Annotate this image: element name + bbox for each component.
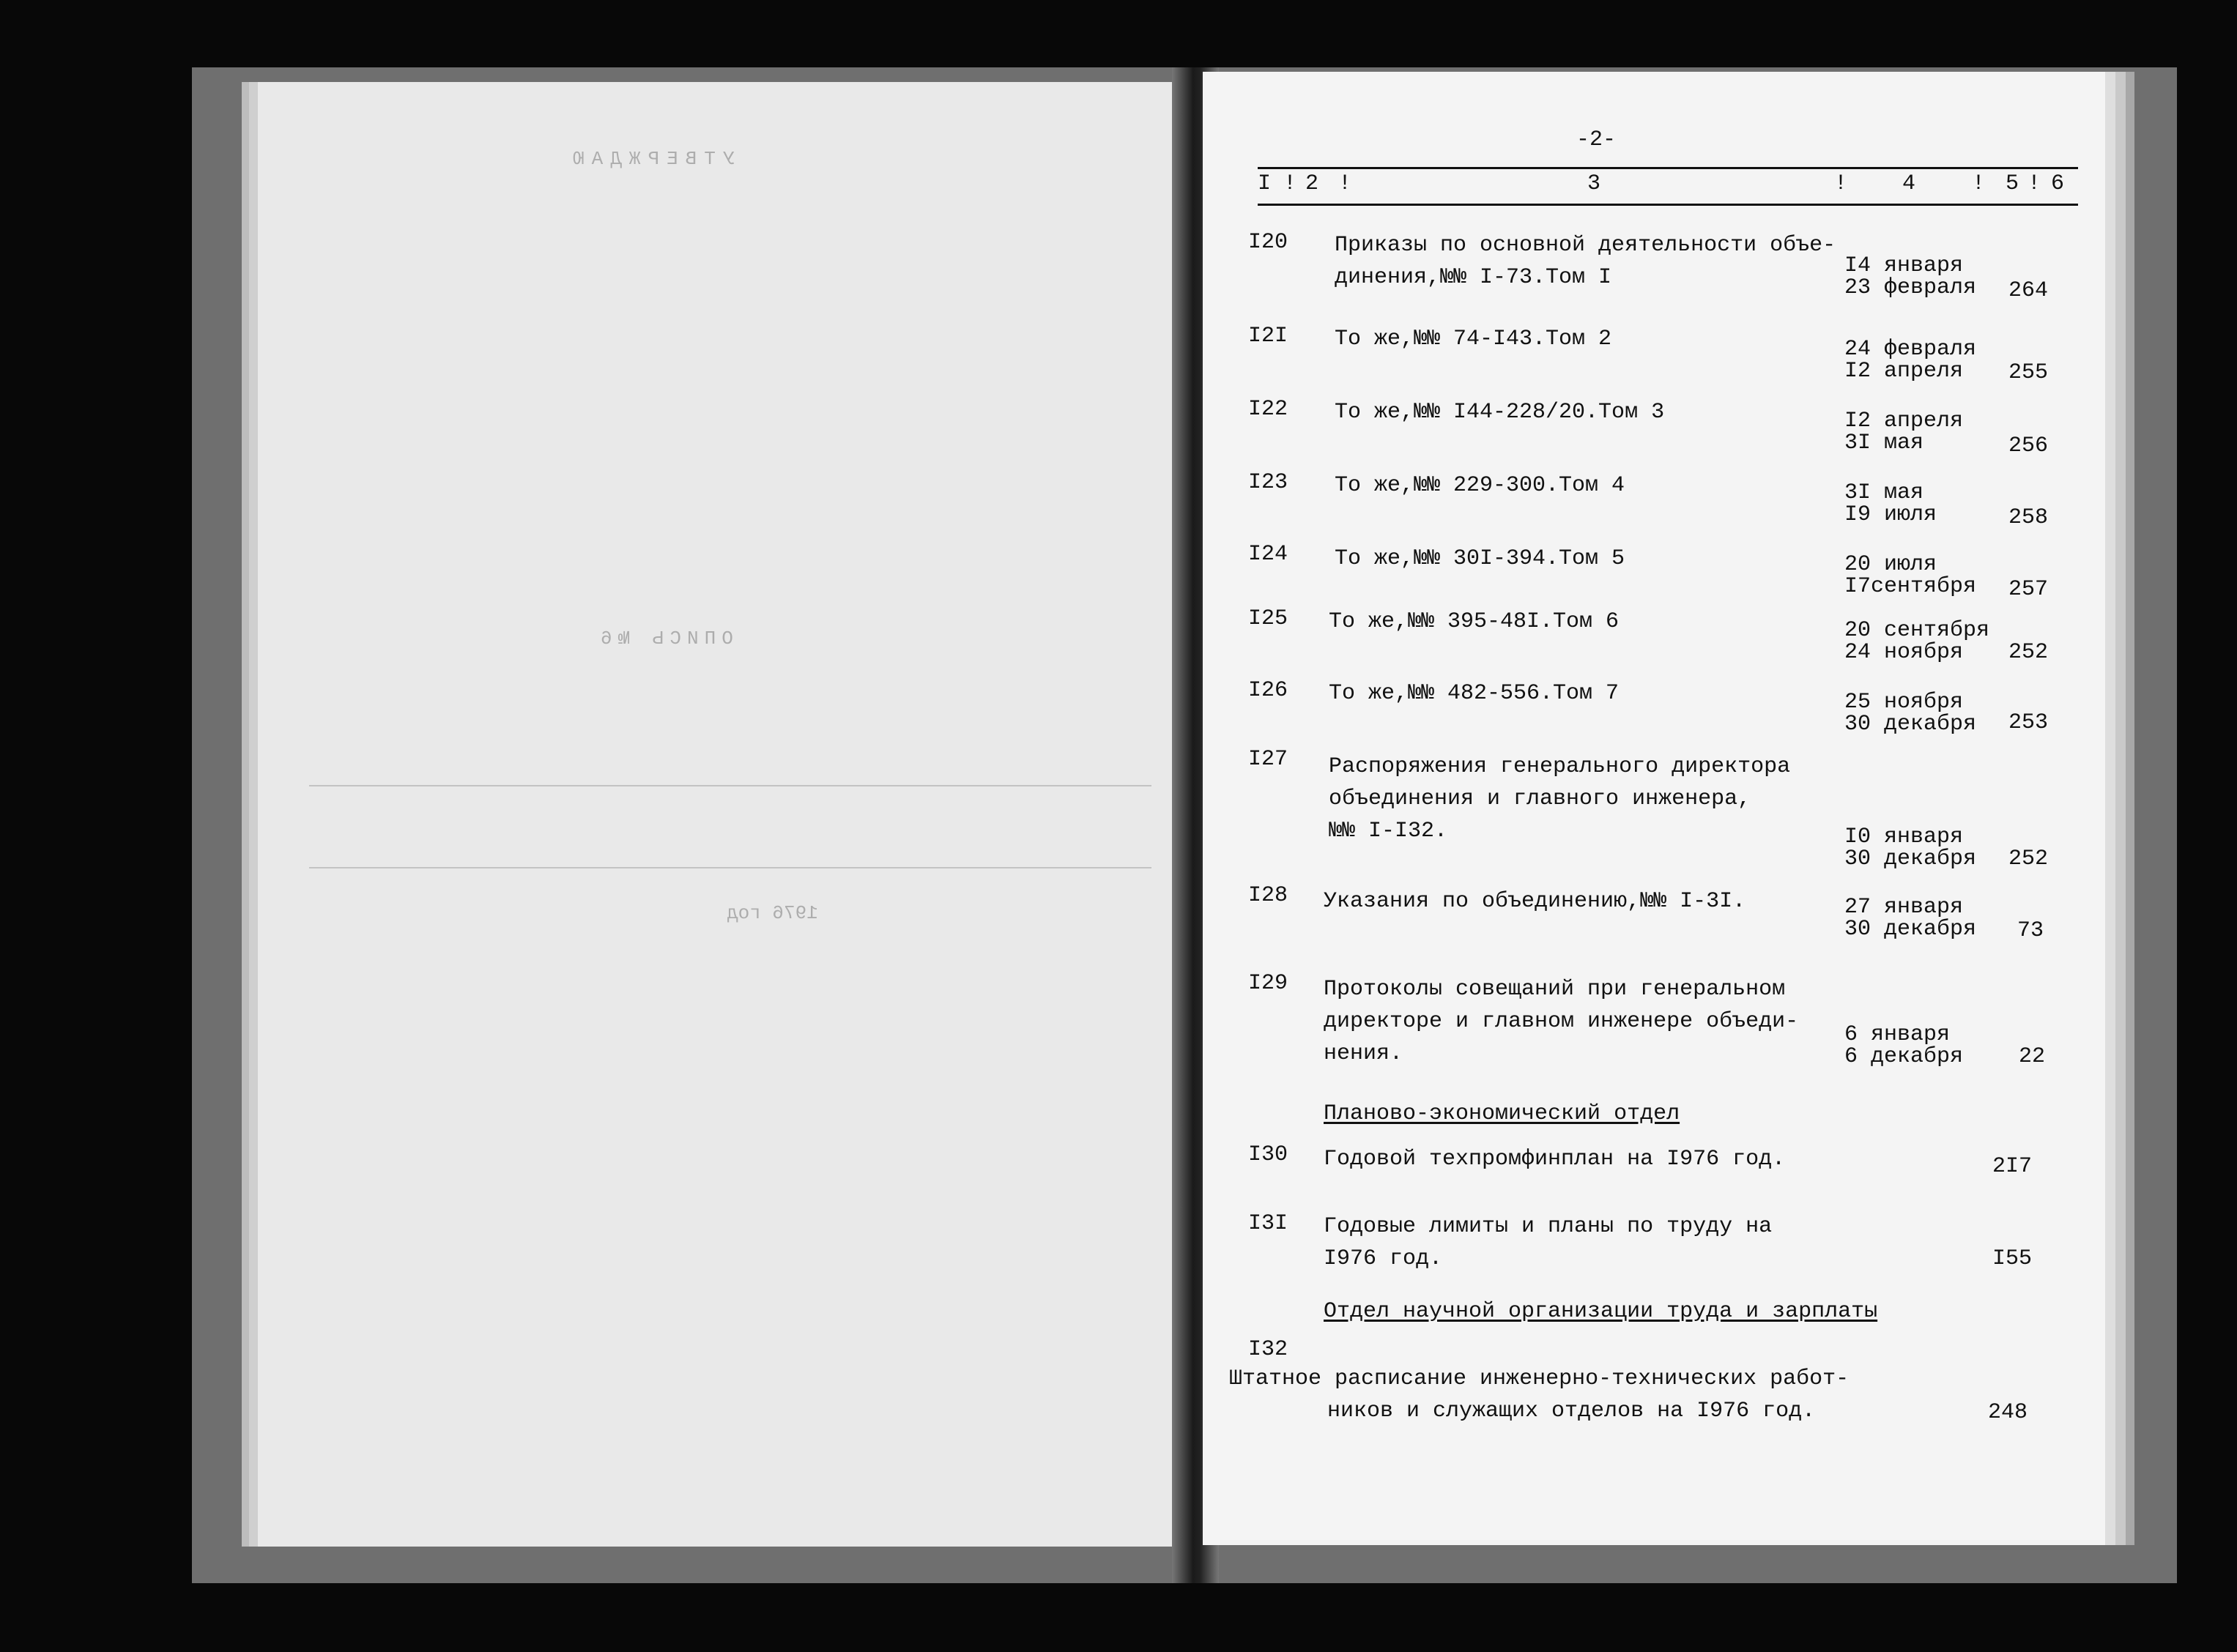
header-col4: 4 (1902, 171, 1916, 196)
row-sheets: 22 (2019, 1044, 2046, 1069)
row-date-end: I7сентября (1844, 574, 1977, 599)
row-number: I27 (1248, 747, 1288, 772)
row-sheets: 256 (2008, 434, 2049, 458)
left-page (258, 82, 1188, 1547)
row-number: I24 (1248, 542, 1288, 567)
row-number: I32 (1248, 1337, 1288, 1362)
row-number: I26 (1248, 678, 1288, 703)
row-date-end: 30 декабря (1844, 917, 1977, 942)
header-sep5: ! (2028, 171, 2041, 196)
row-title: Распоряжения генерального директора (1329, 754, 1791, 779)
row-number: I22 (1248, 397, 1288, 422)
row-title: №№ I-I32. (1329, 819, 1448, 844)
row-sheets: 2I7 (1992, 1154, 2033, 1179)
row-sheets: 255 (2008, 360, 2049, 385)
row-number: I28 (1248, 883, 1288, 908)
row-title: Приказы по основной деятельности объе- (1335, 233, 1836, 258)
row-date-start: 3I мая (1844, 480, 1924, 505)
header-col5: 5 (2006, 171, 2019, 196)
section-heading-labor: Отдел научной организации труда и зарплаты (1324, 1299, 1878, 1324)
row-date-start: 27 января (1844, 895, 1964, 920)
row-title: То же,№№ 395-48I.Том 6 (1329, 609, 1620, 634)
ghost-approved: УТВЕРЖДАЮ (565, 148, 735, 170)
row-date-start: 20 сентября (1844, 618, 1990, 643)
header-col2: 2 (1305, 171, 1319, 196)
row-number: I2I (1248, 324, 1288, 349)
row-date-end: 23 февраля (1844, 275, 1977, 300)
row-title: Указания по объединению,№№ I-3I. (1324, 889, 1746, 914)
row-title: Протоколы совещаний при генеральном (1324, 977, 1786, 1002)
row-title: директоре и главном инженере объеди- (1324, 1009, 1799, 1034)
row-date-end: I2 апреля (1844, 359, 1964, 384)
header-top-rule (1258, 167, 2078, 169)
header-bottom-rule (1258, 204, 2078, 206)
header-sep2: ! (1338, 171, 1352, 196)
row-sheets: 258 (2008, 505, 2049, 530)
row-title: объединения и главного инженера, (1329, 786, 1751, 811)
row-number: I20 (1248, 230, 1288, 255)
row-title: То же,№№ 229-300.Том 4 (1335, 473, 1625, 498)
row-date-end: 3I мая (1844, 431, 1924, 455)
row-number: I23 (1248, 470, 1288, 495)
row-number: I30 (1248, 1142, 1288, 1167)
header-col3: 3 (1587, 171, 1601, 196)
header-sep4: ! (1972, 171, 1986, 196)
row-sheets: 248 (1988, 1400, 2028, 1425)
ghost-year-heading: 1976 год (727, 902, 818, 924)
row-date-start: I2 апреля (1844, 409, 1964, 434)
row-date-start: I4 января (1844, 253, 1964, 278)
row-title: То же,№№ 74-I43.Том 2 (1335, 327, 1612, 351)
row-date-end: 6 декабря (1844, 1044, 1964, 1069)
row-title: То же,№№ I44-228/20.Том 3 (1335, 400, 1665, 425)
header-col6: 6 (2051, 171, 2065, 196)
row-title: То же,№№ 30I-394.Том 5 (1335, 546, 1625, 571)
row-title: нения. (1324, 1041, 1403, 1066)
row-number: I29 (1248, 971, 1288, 996)
row-sheets: 257 (2008, 577, 2049, 602)
right-page (1203, 72, 2105, 1545)
row-date-start: 20 июля (1844, 552, 1937, 577)
header-sep1: ! (1283, 171, 1297, 196)
row-date-end: 30 декабря (1844, 847, 1977, 871)
row-number: I25 (1248, 606, 1288, 631)
row-title: Годовые лимиты и планы по труду на (1324, 1214, 1773, 1239)
row-date-end: 24 ноября (1844, 640, 1964, 665)
row-date-start: 24 февраля (1844, 337, 1977, 362)
row-title: динения,№№ I-73.Том I (1335, 265, 1612, 290)
row-title: ников и служащих отделов на I976 год. (1327, 1399, 1816, 1424)
row-date-start: 6 января (1844, 1022, 1951, 1047)
row-title: Штатное расписание инженерно-технических работ- (1229, 1366, 1850, 1391)
row-sheets: 252 (2008, 847, 2049, 871)
section-heading-planning: Планово-экономический отдел (1324, 1101, 1680, 1126)
row-date-start: 25 ноября (1844, 690, 1964, 715)
row-title: I976 год. (1324, 1246, 1443, 1271)
page-number: -2- (1576, 127, 1617, 152)
row-date-end: 30 декабря (1844, 712, 1977, 737)
row-date-start: I0 января (1844, 825, 1964, 849)
ghost-table-header (309, 785, 1151, 868)
row-title: Годовой техпромфинплан на I976 год. (1324, 1147, 1786, 1172)
row-title: То же,№№ 482-556.Том 7 (1329, 681, 1620, 706)
header-col1: I (1258, 171, 1272, 196)
row-date-end: I9 июля (1844, 502, 1937, 527)
row-sheets: 264 (2008, 278, 2049, 303)
ghost-inventory-title: ОПИСЬ №6 (595, 628, 733, 650)
row-sheets: I55 (1992, 1246, 2033, 1271)
row-sheets: 252 (2008, 640, 2049, 665)
row-sheets: 253 (2008, 710, 2049, 735)
header-sep3: ! (1834, 171, 1848, 196)
row-number: I3I (1248, 1211, 1288, 1236)
row-sheets: 73 (2017, 918, 2044, 943)
